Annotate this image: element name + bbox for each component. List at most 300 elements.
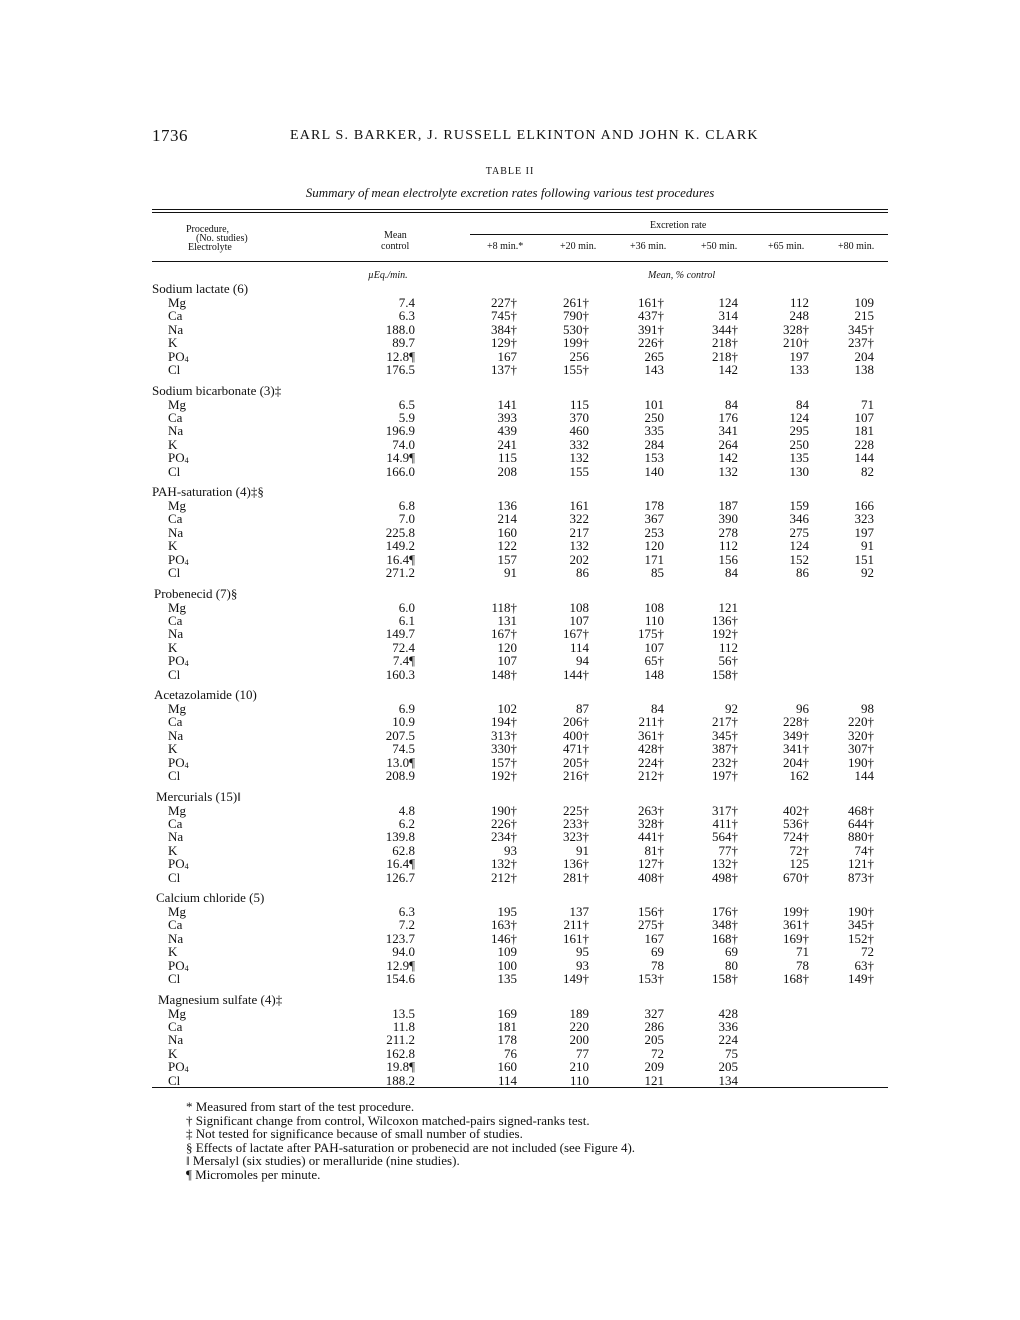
excretion-value: 199† bbox=[783, 904, 809, 919]
excretion-value: 536† bbox=[783, 815, 809, 831]
procedure-group bbox=[0, 993, 1020, 1095]
table-row bbox=[0, 932, 1020, 945]
mean-control-value: 196.9 bbox=[385, 423, 415, 439]
excretion-value: 261† bbox=[563, 295, 589, 310]
procedure-group bbox=[0, 384, 1020, 486]
excretion-value: 181 bbox=[497, 1018, 517, 1034]
excretion-value: 132 bbox=[718, 463, 738, 479]
mean-control-value: 7.4 bbox=[398, 295, 415, 310]
mean-control-value: 10.9 bbox=[392, 714, 415, 730]
excretion-value: 137† bbox=[491, 362, 517, 377]
table-row bbox=[0, 512, 1020, 525]
electrolyte-label: Na bbox=[168, 829, 184, 845]
footnote: ‖ Mersalyl (six studies) or meralluride (nine studies). bbox=[186, 1153, 460, 1168]
mean-control-value: 271.2 bbox=[385, 565, 415, 580]
excretion-value: 284 bbox=[644, 436, 664, 452]
excretion-value: 224 bbox=[718, 1032, 738, 1048]
excretion-value: 72 bbox=[861, 944, 874, 960]
excretion-value: 120 bbox=[644, 538, 664, 554]
electrolyte-label: Na bbox=[168, 727, 184, 743]
excretion-value: 210† bbox=[783, 335, 809, 351]
electrolyte-label: Na bbox=[168, 423, 184, 439]
mean-control-value: 154.6 bbox=[385, 971, 415, 986]
electrolyte-label: $PO_4$ bbox=[168, 754, 189, 770]
excretion-value: 335 bbox=[644, 423, 664, 439]
excretion-value: 250 bbox=[789, 436, 809, 452]
excretion-value: 132† bbox=[712, 856, 738, 872]
electrolyte-label: Mg bbox=[168, 701, 187, 716]
table-row bbox=[0, 641, 1020, 654]
table-row bbox=[0, 438, 1020, 451]
mean-control-value: 12.8¶ bbox=[386, 348, 415, 364]
excretion-value: 143 bbox=[644, 362, 664, 377]
electrolyte-label: Na bbox=[168, 524, 184, 540]
excretion-value: 323 bbox=[854, 511, 874, 527]
excretion-value: 281† bbox=[563, 869, 589, 885]
mean-control-value: 6.1 bbox=[398, 612, 415, 628]
excretion-value: 194† bbox=[491, 714, 517, 730]
excretion-value: 175† bbox=[638, 626, 664, 642]
excretion-value: 86 bbox=[796, 565, 809, 580]
excretion-value: 153† bbox=[638, 971, 664, 986]
excretion-value: 212† bbox=[638, 768, 664, 783]
excretion-value: 564† bbox=[712, 829, 738, 845]
excretion-value: 217† bbox=[712, 714, 738, 730]
table-row bbox=[0, 729, 1020, 742]
table-row bbox=[0, 1007, 1020, 1020]
excretion-value: 110 bbox=[569, 1072, 589, 1088]
excretion-value: 120 bbox=[497, 639, 517, 655]
header-time-20: +20 min. bbox=[560, 241, 597, 252]
excretion-value: 108 bbox=[644, 599, 664, 615]
excretion-value: 428† bbox=[638, 741, 664, 757]
table-row bbox=[0, 627, 1020, 640]
excretion-value: 101 bbox=[644, 396, 664, 412]
excretion-value: 71 bbox=[861, 396, 874, 412]
excretion-value: 75 bbox=[725, 1045, 738, 1061]
electrolyte-label: K bbox=[168, 538, 178, 554]
excretion-value: 214 bbox=[497, 511, 517, 527]
excretion-value: 162 bbox=[789, 768, 809, 783]
excretion-value: 322 bbox=[569, 511, 589, 527]
excretion-value: 211† bbox=[638, 714, 664, 730]
excretion-value: 100 bbox=[497, 957, 517, 973]
excretion-value: 199† bbox=[563, 335, 589, 351]
excretion-value: 460 bbox=[569, 423, 589, 439]
excretion-value: 192† bbox=[491, 768, 517, 783]
excretion-value: 408† bbox=[638, 869, 664, 885]
excretion-value: 233† bbox=[563, 815, 589, 831]
electrolyte-label: K bbox=[168, 639, 178, 655]
header-electrolyte: Electrolyte bbox=[188, 242, 232, 253]
mean-control-value: 149.7 bbox=[385, 626, 415, 642]
excretion-value: 332 bbox=[569, 436, 589, 452]
table-row bbox=[0, 526, 1020, 539]
mean-control-value: 123.7 bbox=[385, 930, 415, 946]
excretion-value: 137 bbox=[569, 904, 589, 919]
excretion-value: 341† bbox=[783, 741, 809, 757]
excretion-value: 264 bbox=[718, 436, 738, 452]
mean-control-value: 6.2 bbox=[398, 815, 415, 831]
excretion-value: 441† bbox=[638, 829, 664, 845]
excretion-value: 141 bbox=[497, 396, 517, 412]
electrolyte-label: K bbox=[168, 335, 178, 351]
excretion-value: 200 bbox=[569, 1032, 589, 1048]
excretion-value: 345† bbox=[848, 917, 874, 933]
excretion-value: 133 bbox=[789, 362, 809, 377]
excretion-value: 161† bbox=[563, 930, 589, 946]
electrolyte-label: Mg bbox=[168, 904, 187, 919]
table-row bbox=[0, 553, 1020, 566]
electrolyte-label: Cl bbox=[168, 565, 181, 580]
excretion-value: 437† bbox=[638, 308, 664, 324]
table-row bbox=[0, 905, 1020, 918]
table-bottom-rule bbox=[152, 1087, 888, 1088]
excretion-value: 114 bbox=[569, 639, 589, 655]
table-top-rule-2 bbox=[152, 212, 888, 213]
mean-control-value: 211.2 bbox=[386, 1032, 415, 1048]
electrolyte-label: Ca bbox=[168, 409, 183, 425]
excretion-value: 74† bbox=[854, 842, 874, 858]
mean-control-value: 74.5 bbox=[392, 741, 415, 757]
excretion-value: 323† bbox=[563, 829, 589, 845]
excretion-value: 146† bbox=[491, 930, 517, 946]
mean-control-value: 225.8 bbox=[385, 524, 415, 540]
mean-control-value: 19.8¶ bbox=[386, 1059, 415, 1075]
excretion-value: 178 bbox=[497, 1032, 517, 1048]
excretion-value: 314 bbox=[718, 308, 738, 324]
excretion-value: 69 bbox=[651, 944, 664, 960]
excretion-value: 195 bbox=[497, 904, 517, 919]
excretion-value: 217 bbox=[569, 524, 589, 540]
excretion-value: 189 bbox=[569, 1005, 589, 1021]
excretion-value: 341 bbox=[718, 423, 738, 439]
footnote: † Significant change from control, Wilcoxon matched-pairs signed-ranks test. bbox=[186, 1112, 590, 1128]
electrolyte-label: Mg bbox=[168, 599, 187, 615]
excretion-value: 237† bbox=[848, 335, 874, 351]
excretion-value: 234† bbox=[491, 829, 517, 845]
header-time-80: +80 min. bbox=[838, 241, 875, 252]
excretion-value: 124 bbox=[718, 295, 738, 310]
excretion-value: 387† bbox=[712, 741, 738, 757]
excretion-value: 84 bbox=[725, 565, 738, 580]
electrolyte-label: $PO_4$ bbox=[168, 551, 189, 567]
excretion-value: 96 bbox=[796, 701, 809, 716]
excretion-value: 187 bbox=[718, 498, 738, 513]
excretion-value: 745† bbox=[491, 308, 517, 324]
excretion-value: 328† bbox=[638, 815, 664, 831]
excretion-value: 328† bbox=[783, 321, 809, 337]
mean-control-value: 207.5 bbox=[385, 727, 415, 743]
mean-control-value: 208.9 bbox=[385, 768, 415, 783]
excretion-value: 163† bbox=[491, 917, 517, 933]
electrolyte-label: Ca bbox=[168, 917, 183, 933]
excretion-value: 370 bbox=[569, 409, 589, 425]
header-time-65: +65 min. bbox=[768, 241, 805, 252]
excretion-value: 132† bbox=[491, 856, 517, 872]
electrolyte-label: Ca bbox=[168, 1018, 183, 1034]
electrolyte-label: Cl bbox=[168, 463, 181, 479]
excretion-value: 168† bbox=[783, 971, 809, 986]
excretion-value: 110 bbox=[644, 612, 664, 628]
excretion-value: 84 bbox=[651, 701, 664, 716]
excretion-value: 102 bbox=[497, 701, 517, 716]
excretion-value: 402† bbox=[783, 802, 809, 818]
mean-control-value: 7.0 bbox=[398, 511, 415, 527]
table-row bbox=[0, 398, 1020, 411]
excretion-value: 121 bbox=[718, 599, 738, 615]
excretion-value: 72† bbox=[789, 842, 809, 858]
excretion-value: 218† bbox=[712, 348, 738, 364]
excretion-value: 204 bbox=[854, 348, 874, 364]
excretion-value: 348† bbox=[712, 917, 738, 933]
electrolyte-label: K bbox=[168, 842, 178, 858]
excretion-value: 134 bbox=[718, 1072, 738, 1088]
footnote: ‡ Not tested for significance because of small number of studies. bbox=[186, 1126, 523, 1141]
electrolyte-label: Mg bbox=[168, 396, 187, 412]
electrolyte-label: $PO_4$ bbox=[168, 348, 189, 364]
procedure-name: Sodium lactate (6) bbox=[152, 281, 249, 296]
excretion-value: 205† bbox=[563, 754, 589, 770]
excretion-value: 109 bbox=[854, 295, 874, 310]
mean-control-value: 14.9¶ bbox=[386, 450, 415, 466]
mean-control-value: 149.2 bbox=[385, 538, 415, 554]
footnote: § Effects of lactate after PAH-saturation or probenecid are not included (see Figure 4). bbox=[186, 1139, 636, 1155]
table-row bbox=[0, 702, 1020, 715]
mean-control-value: 188.2 bbox=[385, 1072, 415, 1088]
excretion-value: 107 bbox=[854, 409, 874, 425]
procedure-group bbox=[0, 485, 1020, 587]
excretion-value: 86 bbox=[576, 565, 589, 580]
excretion-value: 307† bbox=[848, 741, 874, 757]
excretion-value: 72 bbox=[651, 1045, 664, 1061]
excretion-value: 210 bbox=[569, 1059, 589, 1075]
electrolyte-label: Ca bbox=[168, 511, 183, 527]
mean-control-value: 6.0 bbox=[398, 599, 415, 615]
mean-control-value: 94.0 bbox=[392, 944, 415, 960]
header-time-8: +8 min.* bbox=[487, 241, 524, 252]
mean-control-value: 13.0¶ bbox=[386, 754, 415, 770]
excretion-value: 313† bbox=[491, 727, 517, 743]
excretion-value: 107 bbox=[644, 639, 664, 655]
table-label: TABLE II bbox=[485, 166, 535, 177]
excretion-value: 211† bbox=[563, 917, 589, 933]
unit-right: Mean, % control bbox=[648, 270, 716, 281]
excretion-value: 428 bbox=[718, 1005, 738, 1021]
procedure-name: Magnesium sulfate (4)‡ bbox=[158, 991, 283, 1007]
excretion-value: 411† bbox=[712, 815, 738, 831]
excretion-value: 228† bbox=[783, 714, 809, 730]
excretion-value: 56† bbox=[718, 653, 738, 669]
excretion-value: 204† bbox=[783, 754, 809, 770]
electrolyte-label: $PO_4$ bbox=[168, 957, 189, 973]
excretion-value: 178 bbox=[644, 498, 664, 513]
excretion-rate-rule bbox=[470, 234, 888, 235]
excretion-value: 124 bbox=[789, 538, 809, 554]
excretion-value: 263† bbox=[638, 802, 664, 818]
excretion-value: 344† bbox=[712, 321, 738, 337]
excretion-value: 670† bbox=[783, 869, 809, 885]
table-row bbox=[0, 769, 1020, 782]
excretion-value: 80 bbox=[725, 957, 738, 973]
table-row bbox=[0, 323, 1020, 336]
electrolyte-label: $PO_4$ bbox=[168, 450, 189, 466]
excretion-value: 215 bbox=[854, 308, 874, 324]
electrolyte-label: K bbox=[168, 436, 178, 452]
excretion-value: 121† bbox=[848, 856, 874, 872]
excretion-value: 205 bbox=[718, 1059, 738, 1075]
excretion-value: 85 bbox=[651, 565, 664, 580]
excretion-value: 63† bbox=[854, 957, 874, 973]
excretion-value: 190† bbox=[491, 802, 517, 818]
mean-control-value: 74.0 bbox=[392, 436, 415, 452]
excretion-value: 91 bbox=[504, 565, 517, 580]
excretion-value: 644† bbox=[848, 815, 874, 831]
mean-control-value: 11.8 bbox=[392, 1018, 415, 1034]
excretion-value: 156† bbox=[638, 904, 664, 919]
excretion-value: 205 bbox=[644, 1032, 664, 1048]
excretion-value: 144† bbox=[563, 666, 589, 682]
mean-control-value: 6.3 bbox=[398, 904, 415, 919]
mean-control-value: 139.8 bbox=[385, 829, 415, 845]
excretion-value: 160 bbox=[497, 524, 517, 540]
header-studies: (No. studies) bbox=[196, 233, 248, 244]
mean-control-value: 16.4¶ bbox=[386, 856, 415, 872]
procedure-name: Sodium bicarbonate (3)‡ bbox=[152, 382, 282, 398]
excretion-value: 790† bbox=[563, 308, 589, 324]
excretion-value: 130 bbox=[789, 463, 809, 479]
unit-left: µEq./min. bbox=[368, 270, 408, 281]
excretion-value: 228 bbox=[854, 436, 874, 452]
excretion-value: 78 bbox=[651, 957, 664, 973]
excretion-value: 439 bbox=[497, 423, 517, 439]
excretion-value: 873† bbox=[848, 869, 874, 885]
excretion-value: 202 bbox=[569, 551, 589, 567]
excretion-value: 197 bbox=[854, 524, 874, 540]
excretion-value: 95 bbox=[576, 944, 589, 960]
procedure-name: Mercurials (15)‖ bbox=[156, 788, 241, 804]
excretion-value: 169 bbox=[497, 1005, 517, 1021]
excretion-value: 65† bbox=[644, 653, 664, 669]
table-row bbox=[0, 601, 1020, 614]
excretion-value: 77 bbox=[576, 1045, 589, 1061]
excretion-value: 115 bbox=[569, 396, 589, 412]
excretion-value: 155 bbox=[569, 463, 589, 479]
excretion-value: 192† bbox=[712, 626, 738, 642]
excretion-value: 93 bbox=[576, 957, 589, 973]
excretion-value: 197 bbox=[789, 348, 809, 364]
excretion-value: 132 bbox=[569, 450, 589, 466]
electrolyte-label: Mg bbox=[168, 498, 187, 513]
electrolyte-label: Na bbox=[168, 1032, 184, 1048]
excretion-value: 94 bbox=[576, 653, 589, 669]
excretion-value: 349† bbox=[783, 727, 809, 743]
electrolyte-label: Na bbox=[168, 626, 184, 642]
excretion-value: 167† bbox=[563, 626, 589, 642]
excretion-value: 275 bbox=[789, 524, 809, 540]
mean-control-value: 13.5 bbox=[392, 1005, 415, 1021]
excretion-value: 149† bbox=[848, 971, 874, 986]
excretion-value: 136 bbox=[497, 498, 517, 513]
excretion-value: 227† bbox=[491, 295, 517, 310]
table-row bbox=[0, 959, 1020, 972]
excretion-value: 92 bbox=[861, 565, 874, 580]
mean-control-value: 5.9 bbox=[398, 409, 415, 425]
excretion-value: 248 bbox=[789, 308, 809, 324]
excretion-value: 138 bbox=[854, 362, 874, 377]
excretion-value: 167 bbox=[644, 930, 664, 946]
excretion-value: 71 bbox=[796, 944, 809, 960]
excretion-value: 91 bbox=[861, 538, 874, 554]
excretion-value: 224† bbox=[638, 754, 664, 770]
excretion-value: 124 bbox=[789, 409, 809, 425]
mean-control-value: 126.7 bbox=[385, 869, 415, 885]
footnote: ¶ Micromoles per minute. bbox=[186, 1166, 321, 1182]
table-row bbox=[0, 363, 1020, 376]
electrolyte-label: $PO_4$ bbox=[168, 1059, 189, 1075]
excretion-value: 256 bbox=[569, 348, 589, 364]
excretion-value: 112 bbox=[718, 538, 738, 554]
mean-control-value: 160.3 bbox=[385, 666, 415, 682]
excretion-value: 125 bbox=[789, 856, 809, 872]
excretion-value: 880† bbox=[848, 829, 874, 845]
table-row bbox=[0, 411, 1020, 424]
procedure-name: Probenecid (7)§ bbox=[154, 585, 238, 601]
excretion-value: 136† bbox=[563, 856, 589, 872]
electrolyte-label: K bbox=[168, 1045, 178, 1061]
electrolyte-label: $PO_4$ bbox=[168, 856, 189, 872]
excretion-value: 112 bbox=[718, 639, 738, 655]
excretion-value: 208 bbox=[497, 463, 517, 479]
electrolyte-label: Mg bbox=[168, 295, 187, 310]
mean-control-value: 6.5 bbox=[398, 396, 415, 412]
excretion-value: 135 bbox=[789, 450, 809, 466]
excretion-value: 144 bbox=[854, 450, 874, 466]
mean-control-value: 6.9 bbox=[398, 701, 415, 716]
mean-control-value: 6.8 bbox=[398, 498, 415, 513]
table-row bbox=[0, 830, 1020, 843]
table-row bbox=[0, 424, 1020, 437]
table-row bbox=[0, 817, 1020, 830]
table-row bbox=[0, 844, 1020, 857]
excretion-value: 131 bbox=[497, 612, 517, 628]
table-row bbox=[0, 336, 1020, 349]
excretion-value: 149† bbox=[563, 971, 589, 986]
electrolyte-label: Mg bbox=[168, 802, 187, 818]
table-row bbox=[0, 350, 1020, 363]
procedure-name: Calcium chloride (5) bbox=[156, 890, 265, 905]
excretion-value: 84 bbox=[725, 396, 738, 412]
excretion-value: 153 bbox=[644, 450, 664, 466]
excretion-value: 367 bbox=[644, 511, 664, 527]
excretion-value: 132 bbox=[569, 538, 589, 554]
excretion-value: 148† bbox=[491, 666, 517, 682]
excretion-value: 118† bbox=[491, 599, 517, 615]
excretion-value: 295 bbox=[789, 423, 809, 439]
excretion-value: 330† bbox=[491, 741, 517, 757]
header-control: control bbox=[381, 241, 410, 252]
mean-control-value: 89.7 bbox=[392, 335, 415, 351]
table-row bbox=[0, 972, 1020, 985]
excretion-value: 724† bbox=[783, 829, 809, 845]
excretion-value: 114 bbox=[497, 1072, 517, 1088]
mean-control-value: 166.0 bbox=[385, 463, 415, 479]
excretion-value: 468† bbox=[848, 802, 874, 818]
mean-control-value: 62.8 bbox=[392, 842, 415, 858]
excretion-value: 155† bbox=[563, 362, 589, 377]
table-row bbox=[0, 566, 1020, 579]
excretion-value: 160 bbox=[497, 1059, 517, 1075]
